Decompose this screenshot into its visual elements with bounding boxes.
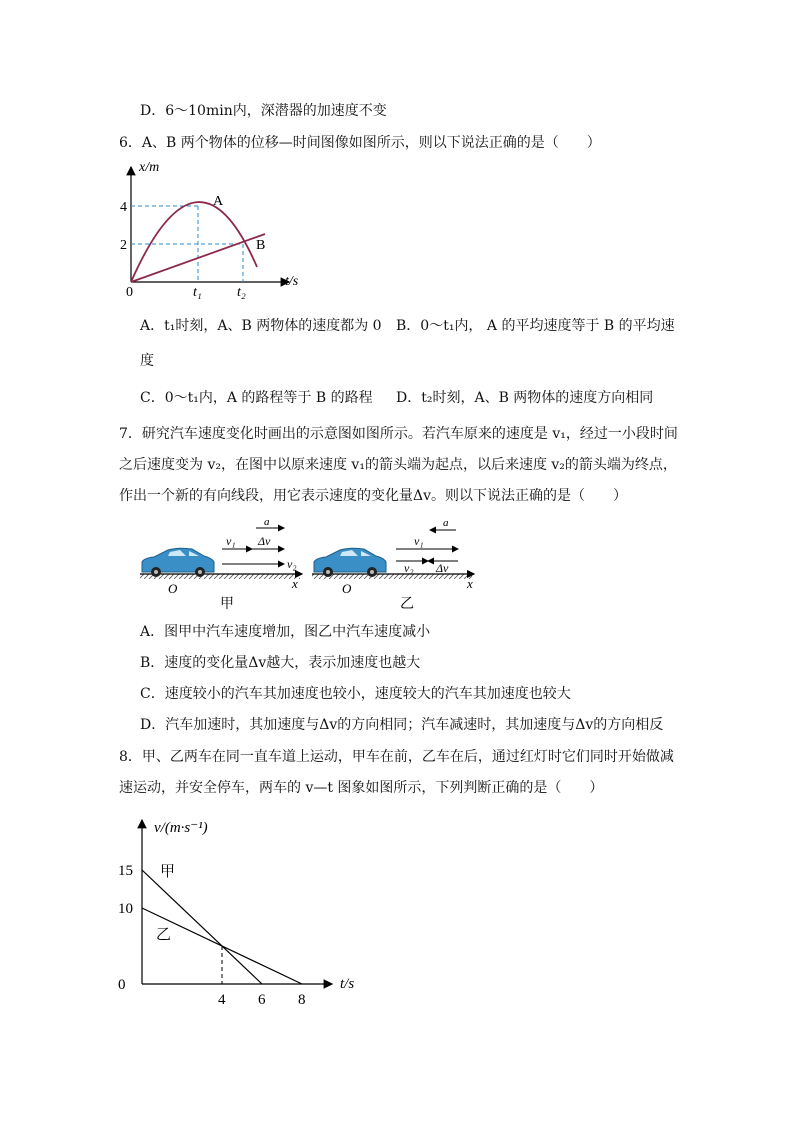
q6-label-a: A xyxy=(213,194,224,209)
q7-right-dv: Δv xyxy=(436,561,449,575)
y-tick-label: 10 xyxy=(118,901,133,917)
q6-option-b-cont: 度 xyxy=(140,353,154,369)
q7-right-origin: O xyxy=(342,581,352,596)
q7-left-dv: Δv xyxy=(258,534,271,548)
q6-label-b: B xyxy=(256,238,266,253)
q7-option-b: B．速度的变化量Δv越大，表示加速度也越大 xyxy=(140,655,421,671)
y-tick-label: 15 xyxy=(118,863,133,879)
series-label-yi: 乙 xyxy=(156,926,172,943)
q7-left-v1: v₁ xyxy=(226,534,236,548)
q7-left-axis-label: x xyxy=(292,576,298,591)
q8-stem-2: 速运动，并安全停车，两车的 v—t 图象如图所示，下列判断正确的是（ ） xyxy=(119,780,604,796)
q7-stem-3: 作出一个新的有向线段，用它表示速度的变化量Δv。则以下说法正确的是（ ） xyxy=(119,488,628,504)
q7-left-a: a xyxy=(264,516,270,528)
q7-left-origin: O xyxy=(168,581,178,596)
q7-option-a: A．图甲中汽车速度增加，图乙中汽车速度减小 xyxy=(140,624,431,640)
q6-option-d: D．t₂时刻，A、B 两物体的速度方向相同 xyxy=(396,390,654,406)
q7-right-car-icon xyxy=(314,548,386,577)
q6-option-a: A．t₁时刻，A、B 两物体的速度都为 0 xyxy=(140,318,382,334)
q6-xlabel: t/s xyxy=(285,274,299,289)
q8-xlabel: t/s xyxy=(340,976,355,992)
q6-xtick-t1: t₁ xyxy=(193,285,202,300)
q6-stem: 6．A、B 两个物体的位移—时间图像如图所示，则以下说法正确的是（ ） xyxy=(119,135,601,151)
q7-option-c: C．速度较小的汽车其加速度也较小，速度较大的汽车其加速度也较大 xyxy=(140,686,571,702)
q6-xtick-t2: t₂ xyxy=(237,285,246,300)
q7-option-d: D．汽车加速时，其加速度与Δv的方向相同；汽车减速时，其加速度与Δv的方向相反 xyxy=(140,717,664,733)
q8-ylabel: v/(m·s⁻¹) xyxy=(154,820,208,836)
x-tick-label: 8 xyxy=(298,992,306,1008)
q6-ylabel: x/m xyxy=(139,160,160,175)
q6-origin: 0 xyxy=(126,285,133,300)
y-tick-label: 0 xyxy=(118,977,126,993)
q8-vt-chart xyxy=(110,812,370,1012)
x-tick-label: 4 xyxy=(218,992,226,1008)
series-label-jia: 甲 xyxy=(160,864,176,880)
q7-right-v2: v₂ xyxy=(404,561,414,575)
q6-curve-a xyxy=(131,202,257,282)
q7-left-car-icon xyxy=(142,548,214,577)
q6-ytick-4: 4 xyxy=(120,200,127,215)
q7-car-figure xyxy=(134,514,484,614)
q7-right-a: a xyxy=(443,517,449,529)
q7-right-caption: 乙 xyxy=(400,597,414,612)
q7-right-axis-label: x xyxy=(467,576,473,591)
q7-stem-2: 之后速度变为 v₂，在图中以原来速度 v₁的箭头端为起点，以后来速度 v₂的箭头端为终点， xyxy=(119,457,677,473)
q7-left-v2: v₂ xyxy=(287,557,297,571)
q6-xt-graph xyxy=(115,155,315,305)
q8-stem-1: 8．甲、乙两车在同一直车道上运动，甲车在前，乙车在后，通过红灯时它们同时开始做减 xyxy=(119,749,674,765)
x-tick-label: 6 xyxy=(258,992,266,1008)
q6-ytick-2: 2 xyxy=(120,238,127,253)
q6-option-c: C．0～t₁内，A 的路程等于 B 的路程 xyxy=(140,390,373,406)
q7-right-v1: v₁ xyxy=(414,534,424,548)
q6-option-b: B．0～t₁内， A 的平均速度等于 B 的平均速 xyxy=(396,318,675,334)
q5-option-d: D．6～10min内，深潜器的加速度不变 xyxy=(140,103,387,119)
q7-left-caption: 甲 xyxy=(220,597,234,612)
q7-stem-1: 7．研究汽车速度变化时画出的示意图如图所示。若汽车原来的速度是 v₁，经过一小段时间 xyxy=(119,426,678,442)
